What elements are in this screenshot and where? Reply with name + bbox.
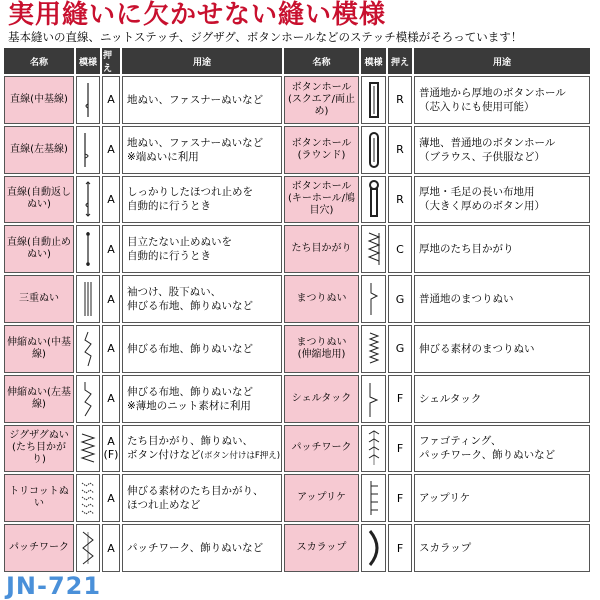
stitch-table bbox=[4, 48, 596, 572]
stitch-name-cell bbox=[284, 524, 359, 572]
stitch-name: 直線(自動止めぬい) bbox=[7, 237, 71, 261]
stitch-use-text: 伸びる布地、飾りぬいなど bbox=[127, 342, 253, 355]
applique-icon bbox=[366, 478, 382, 518]
stitch-use-text: パッチワーク、飾りぬいなど bbox=[127, 542, 264, 555]
stitch-use-text: スカラップ bbox=[419, 542, 472, 555]
stitch-name: シェルタック bbox=[291, 392, 352, 404]
presser-foot-label: R bbox=[396, 192, 404, 206]
header-use-right: 用途 bbox=[414, 48, 590, 74]
stitch-name-cell bbox=[284, 225, 359, 273]
stitch-use-cell bbox=[414, 126, 590, 174]
stretch-left-icon bbox=[80, 379, 96, 419]
stitch-pattern-cell bbox=[76, 375, 100, 423]
stitch-name: パッチワーク bbox=[9, 542, 69, 554]
stitch-name: 直線(自動返しぬい) bbox=[7, 187, 71, 211]
presser-foot-cell bbox=[102, 225, 120, 273]
patchwork-icon bbox=[80, 528, 96, 568]
stitch-name-cell bbox=[4, 126, 74, 174]
stitch-name: 伸縮ぬい(左基線) bbox=[7, 386, 71, 410]
stitch-use-text: 伸びる布地、飾りぬいなど bbox=[127, 300, 253, 313]
stitch-name: (たち目かがり) bbox=[12, 442, 66, 466]
stitch-use-text: （芯入りにも使用可能） bbox=[419, 100, 535, 113]
stitch-pattern-cell bbox=[76, 275, 100, 323]
stitch-pattern-cell bbox=[76, 325, 100, 373]
page-title: 実用縫いに欠かせない縫い模様 bbox=[8, 0, 387, 30]
stitch-use-cell bbox=[122, 176, 282, 224]
stitch-pattern-cell bbox=[76, 425, 100, 473]
stitch-use-text: 厚地・毛足の長い布地用 bbox=[419, 186, 535, 199]
presser-foot-label: A bbox=[107, 541, 115, 555]
stitch-use-cell bbox=[414, 375, 590, 423]
stitch-pattern-cell bbox=[361, 425, 386, 473]
header-name: 名称 bbox=[4, 48, 74, 74]
stitch-use-text: （ブラウス、子供服など） bbox=[419, 150, 545, 163]
tricot-icon bbox=[80, 478, 96, 518]
presser-foot-cell bbox=[102, 474, 120, 522]
stitch-use-cell bbox=[414, 225, 590, 273]
stitch-pattern-cell bbox=[76, 126, 100, 174]
stitch-use-cell bbox=[414, 524, 590, 572]
stitch-pattern-cell bbox=[76, 76, 100, 124]
stitch-name-cell bbox=[284, 325, 359, 373]
stitch-use-cell bbox=[414, 275, 590, 323]
stitch-name-cell bbox=[4, 375, 74, 423]
stitch-name-cell bbox=[284, 126, 359, 174]
stitch-pattern-cell bbox=[361, 76, 386, 124]
straight-center-icon bbox=[80, 80, 96, 120]
stitch-use-text: パッチワーク、飾りぬいなど bbox=[419, 449, 556, 462]
header-pattern-right: 模様 bbox=[361, 48, 386, 74]
presser-foot-label: A bbox=[107, 93, 115, 107]
stitch-use-cell bbox=[122, 126, 282, 174]
stitch-use-text: シェルタック bbox=[419, 392, 482, 405]
presser-foot-label: A bbox=[107, 292, 115, 306]
stitch-use-text: 伸びる素材のたち目かがり、 bbox=[127, 485, 264, 498]
presser-foot-label: A bbox=[107, 342, 115, 356]
stitch-use-cell bbox=[414, 325, 590, 373]
stitch-use-cell bbox=[122, 375, 282, 423]
presser-foot-label: G bbox=[395, 342, 405, 356]
stitch-use-text: ファゴティング、 bbox=[419, 435, 502, 448]
header-foot-right: 押え bbox=[388, 48, 412, 74]
presser-foot-label: A bbox=[107, 392, 115, 406]
presser-foot-label: A bbox=[107, 143, 115, 157]
stitch-use-text: （大きく厚めのボタン用） bbox=[419, 200, 545, 213]
stitch-name: ボタンホール bbox=[291, 137, 352, 149]
stitch-use-cell bbox=[122, 524, 282, 572]
feather-icon bbox=[366, 428, 382, 468]
stretch-center-icon bbox=[80, 329, 96, 369]
stitch-use-cell bbox=[122, 425, 282, 473]
presser-foot-label: F bbox=[396, 491, 404, 505]
page-subtitle: 基本縫いの直線、ニットステッチ、ジグザグ、ボタンホールなどのステッチ模様がそろっています！ bbox=[8, 30, 523, 44]
stitch-use-text: 薄地、普通地のボタンホール bbox=[419, 136, 556, 149]
blindhem-icon bbox=[366, 279, 382, 319]
triple-straight-icon bbox=[80, 279, 96, 319]
stitch-name: まつりぬい bbox=[296, 336, 347, 348]
model-number: JN-721 bbox=[6, 572, 102, 600]
stitch-name-cell bbox=[284, 275, 359, 323]
stitch-pattern-cell bbox=[361, 126, 386, 174]
stitch-pattern-cell bbox=[76, 176, 100, 224]
buttonhole-round-icon bbox=[366, 130, 382, 170]
presser-foot-cell bbox=[102, 275, 120, 323]
stitch-use-text: たち目かがり、飾りぬい、 bbox=[127, 434, 253, 447]
presser-foot-label: A bbox=[107, 192, 115, 206]
presser-foot-cell bbox=[102, 325, 120, 373]
presser-foot-cell bbox=[388, 375, 412, 423]
stitch-name-cell bbox=[284, 474, 359, 522]
stitch-name: アップリケ bbox=[297, 492, 346, 504]
stitch-use-text: ボタン付けなど(ボタン付けはF押え) bbox=[127, 448, 281, 461]
stitch-name-cell bbox=[4, 474, 74, 522]
stitch-name-cell bbox=[4, 225, 74, 273]
stitch-name: スカラップ bbox=[296, 542, 347, 554]
stitch-use-text: 厚地のたち目かがり bbox=[419, 243, 514, 256]
presser-foot-label: C bbox=[396, 242, 404, 256]
stitch-name: 伸縮ぬい(中基線) bbox=[7, 336, 71, 360]
stitch-name: 直線(中基線) bbox=[10, 93, 68, 105]
stitch-use-cell bbox=[122, 325, 282, 373]
stitch-name: まつりぬい bbox=[296, 293, 347, 305]
stitch-use-cell bbox=[122, 474, 282, 522]
stitch-name-cell bbox=[4, 524, 74, 572]
stitch-name-cell bbox=[284, 375, 359, 423]
header-name-right: 名称 bbox=[284, 48, 359, 74]
stitch-use-cell bbox=[122, 225, 282, 273]
shelltuck-icon bbox=[366, 379, 382, 419]
stitch-name: ボタンホール bbox=[291, 181, 352, 193]
stitch-use-cell bbox=[414, 425, 590, 473]
stitch-name: たち目かがり bbox=[291, 243, 352, 255]
stitch-name: 三重ぬい bbox=[19, 293, 59, 305]
stitch-use-text: 地ぬい、ファスナーぬいなど bbox=[127, 93, 264, 106]
presser-foot-cell bbox=[388, 325, 412, 373]
stitch-name-cell bbox=[4, 176, 74, 224]
header-use: 用途 bbox=[122, 48, 282, 74]
stitch-use-cell bbox=[414, 76, 590, 124]
presser-foot-cell bbox=[102, 524, 120, 572]
stitch-name-cell bbox=[4, 275, 74, 323]
stitch-name: パッチワーク bbox=[291, 442, 352, 454]
blindhem-stretch-icon bbox=[366, 329, 382, 369]
stitch-pattern-cell bbox=[361, 375, 386, 423]
stitch-use-text: 伸びる布地、飾りぬいなど bbox=[127, 385, 253, 398]
stitch-pattern-cell bbox=[361, 275, 386, 323]
stitch-name: (ラウンド) bbox=[297, 149, 346, 161]
stitch-use-text: 普通地から厚地のボタンホール bbox=[419, 86, 566, 99]
scallop-icon bbox=[366, 528, 382, 568]
stitch-use-text: 目立たない止めぬいを bbox=[127, 236, 232, 249]
presser-foot-cell bbox=[102, 126, 120, 174]
presser-foot-label: R bbox=[396, 93, 404, 107]
stitch-use-text: ほつれ止めなど bbox=[127, 499, 201, 512]
straight-left-icon bbox=[80, 130, 96, 170]
presser-foot-cell bbox=[102, 76, 120, 124]
presser-foot-cell bbox=[388, 126, 412, 174]
presser-foot-label: G bbox=[395, 292, 405, 306]
stitch-name: (キーホール/鳩目穴) bbox=[287, 193, 356, 217]
presser-foot-label: R bbox=[396, 143, 404, 157]
stitch-use-text: 伸びる素材のまつりぬい bbox=[419, 342, 535, 355]
stitch-pattern-cell bbox=[361, 225, 386, 273]
stitch-use-text: ※薄地のニット素材に利用 bbox=[127, 399, 251, 412]
stitch-pattern-cell bbox=[361, 474, 386, 522]
stitch-use-text: 地ぬい、ファスナーぬいなど bbox=[127, 136, 264, 149]
stitch-name: ボタンホール bbox=[291, 81, 352, 93]
presser-foot-cell bbox=[388, 76, 412, 124]
stitch-pattern-cell bbox=[76, 225, 100, 273]
presser-foot-label: F bbox=[396, 392, 404, 406]
presser-foot-label: (F) bbox=[103, 448, 119, 462]
stitch-name-cell bbox=[284, 76, 359, 124]
zigzag-icon bbox=[80, 428, 96, 468]
header-pattern: 模様 bbox=[76, 48, 100, 74]
stitch-name-cell bbox=[284, 176, 359, 224]
presser-foot-cell bbox=[102, 425, 120, 473]
presser-foot-cell bbox=[388, 524, 412, 572]
presser-foot-label: A bbox=[107, 242, 115, 256]
stitch-name: (スクエア/両止め) bbox=[287, 93, 356, 117]
stitch-name-cell bbox=[4, 76, 74, 124]
stitch-name: トリコットぬい bbox=[9, 486, 69, 510]
presser-foot-label: F bbox=[396, 441, 404, 455]
presser-foot-label: A bbox=[107, 435, 115, 449]
stitch-use-text: 自動的に行うとき bbox=[127, 200, 211, 213]
presser-foot-cell bbox=[102, 176, 120, 224]
presser-foot-cell bbox=[388, 425, 412, 473]
presser-foot-cell bbox=[388, 225, 412, 273]
stitch-use-text: ※端ぬいに利用 bbox=[127, 150, 199, 163]
stitch-use-text: 普通地のまつりぬい bbox=[419, 293, 514, 306]
stitch-use-text: 袖つけ、股下ぬい、 bbox=[127, 286, 222, 299]
stitch-use-text: アップリケ bbox=[419, 492, 471, 505]
stitch-use-text: 自動的に行うとき bbox=[127, 250, 211, 263]
header-foot: 押え bbox=[102, 48, 120, 74]
stitch-pattern-cell bbox=[361, 325, 386, 373]
stitch-use-cell bbox=[414, 176, 590, 224]
stitch-name-cell bbox=[4, 425, 74, 473]
presser-foot-cell bbox=[388, 176, 412, 224]
stitch-pattern-cell bbox=[76, 474, 100, 522]
stitch-use-text: しっかりしたほつれ止めを bbox=[127, 186, 253, 199]
presser-foot-label: F bbox=[396, 541, 404, 555]
stitch-name: 直線(左基線) bbox=[10, 143, 68, 155]
stitch-name: (伸縮地用) bbox=[297, 348, 346, 360]
stitch-pattern-cell bbox=[361, 524, 386, 572]
stitch-use-cell bbox=[414, 474, 590, 522]
straight-reverse-icon bbox=[80, 179, 96, 219]
stitch-use-note: (ボタン付けはF押え) bbox=[200, 450, 281, 461]
stitch-use-cell bbox=[122, 76, 282, 124]
stitch-name-cell bbox=[4, 325, 74, 373]
stitch-name-cell bbox=[284, 425, 359, 473]
presser-foot-cell bbox=[102, 375, 120, 423]
buttonhole-keyhole-icon bbox=[366, 179, 382, 219]
stitch-pattern-cell bbox=[361, 176, 386, 224]
stitch-name: ジグザグぬい bbox=[9, 430, 69, 442]
stitch-use-cell bbox=[122, 275, 282, 323]
overcast-icon bbox=[366, 229, 382, 269]
presser-foot-cell bbox=[388, 275, 412, 323]
buttonhole-square-icon bbox=[366, 80, 382, 120]
stitch-pattern-cell bbox=[76, 524, 100, 572]
straight-lock-icon bbox=[80, 229, 96, 269]
presser-foot-cell bbox=[388, 474, 412, 522]
presser-foot-label: A bbox=[107, 491, 115, 505]
